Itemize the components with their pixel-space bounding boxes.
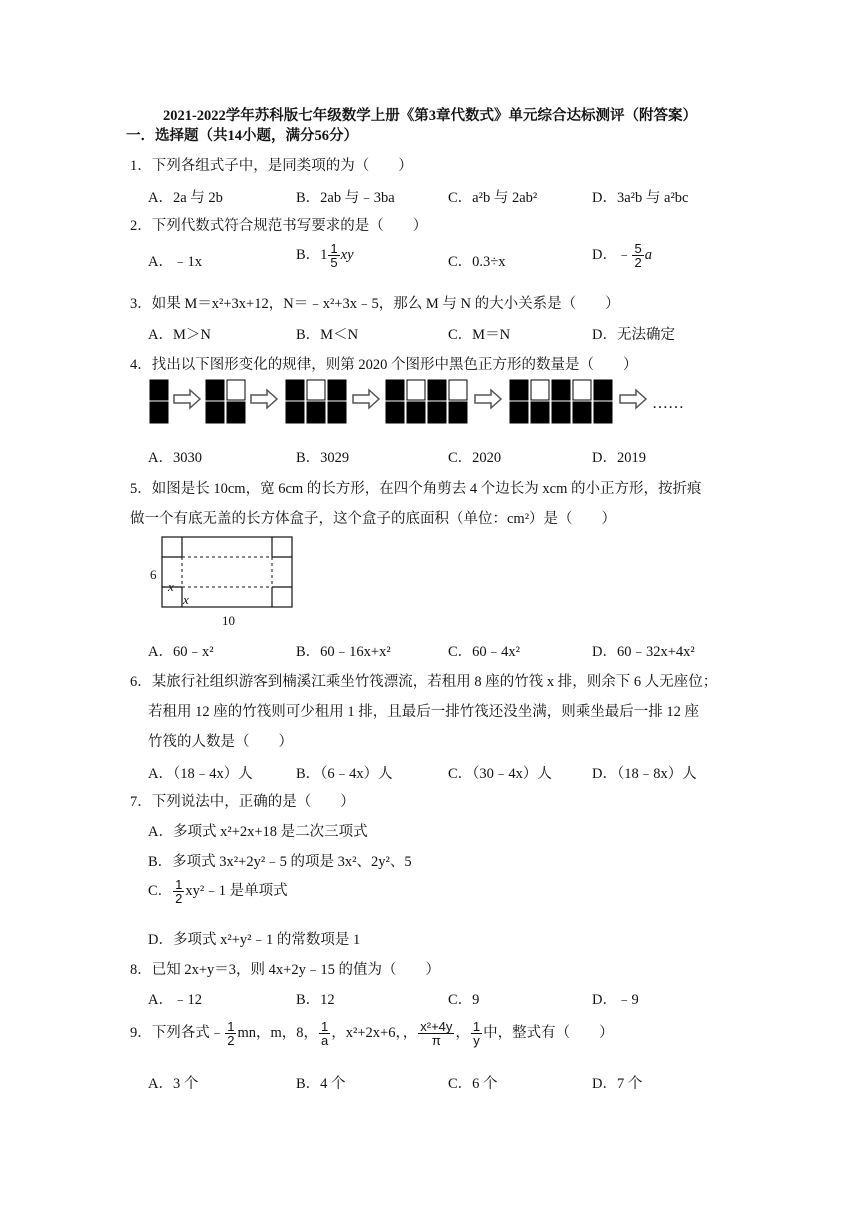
- option-d: D．3a²b 与 a²bc: [592, 190, 689, 206]
- question-4-stem: 4．找出以下图形变化的规律，则第 2020 个图形中黑色正方形的数量是（ ）: [130, 357, 638, 373]
- option-b: B．多项式 3x²+2y²﹣5 的项是 3x²、2y²、5: [148, 854, 412, 870]
- option-d: D．（18﹣8x）人: [592, 766, 697, 782]
- option-a: A．（18﹣4x）人: [148, 766, 253, 782]
- fraction: $\frac{1}{a}$: [321, 1019, 329, 1048]
- option-d: D．2019: [592, 450, 646, 466]
- x-label-horizontal: x: [183, 592, 189, 607]
- question-1-options: [148, 186, 748, 206]
- option-d: D．﹣ $\frac{5}{2}$ a: [592, 241, 652, 270]
- question-9-options: [148, 1072, 748, 1092]
- option-d: D．﹣9: [592, 992, 639, 1008]
- option-d: D．7 个: [592, 1076, 643, 1092]
- option-c: C．6 个: [448, 1076, 498, 1092]
- question-2-options: [148, 241, 748, 270]
- question-6-stem-line1: 6．某旅行社组织游客到楠溪江乘坐竹筏漂流，若租用 8 座的竹筏 x 排，则余下 6 人无座位；: [130, 674, 718, 690]
- fraction: $\frac{1}{5}$: [330, 241, 338, 270]
- question-8-stem: 8．已知 2x+y＝3，则 4x+2y﹣15 的值为（ ）: [130, 962, 440, 978]
- option-a: A．多项式 x²+2x+18 是二次三项式: [148, 824, 368, 840]
- question-6-options: [148, 762, 748, 782]
- option-c: C．60﹣4x²: [448, 644, 521, 660]
- option-b: B．60﹣16x+x²: [296, 644, 391, 660]
- option-b: B．2ab 与﹣3ba: [296, 190, 395, 206]
- option-c: C． $\frac{1}{2}$ xy²﹣1 是单项式: [148, 877, 288, 906]
- question-8-options: [148, 988, 748, 1008]
- option-b: B．1 $\frac{1}{5}$ xy: [296, 241, 354, 270]
- rectangle-cut-corners-figure: [148, 533, 308, 631]
- option-c: C．2020: [448, 450, 502, 466]
- option-b: B．4 个: [296, 1076, 346, 1092]
- option-b: B．M＜N: [296, 327, 359, 343]
- ellipsis: ……: [652, 395, 684, 412]
- option-c: C．M＝N: [448, 327, 511, 343]
- fraction: $\frac{\text{x²+4y}}{\pi}$: [420, 1019, 453, 1048]
- section-heading: 一．选择题（共14小题，满分56分）: [126, 128, 358, 144]
- option-c: C．9: [448, 992, 480, 1008]
- question-6-stem-line3: 竹筏的人数是（ ）: [148, 734, 293, 750]
- question-5-options: [148, 640, 748, 660]
- option-d: D．60﹣32x+4x²: [592, 644, 695, 660]
- pattern-sequence-figure: [148, 378, 708, 426]
- fraction: $\frac{1}{y}$: [472, 1019, 481, 1048]
- x-label-vertical: x: [168, 579, 174, 594]
- question-9-stem: 9．下列各式﹣ $\frac{1}{2}$ mn，m，8， $\frac{1}{a}$ ，x²+2x+6，， $\frac{\text{x²+4y}}{\pi}$ ， $\frac{1}{y}$ 中，整式有（ ）: [130, 1019, 614, 1048]
- option-c: C．a²b 与 2ab²: [448, 190, 538, 206]
- option-a: A．﹣1x: [148, 254, 202, 270]
- fraction: $\frac{5}{2}$: [634, 241, 642, 270]
- option-a: A．3 个: [148, 1076, 199, 1092]
- question-1-stem: 1．下列各组式子中，是同类项的为（ ）: [130, 158, 413, 174]
- option-b: B．12: [296, 992, 335, 1008]
- question-6-stem-line2: 若租用 12 座的竹筏则可少租用 1 排，且最后一排竹筏还没坐满，则乘坐最后一排 12 座: [148, 704, 699, 720]
- question-5-stem-line2: 做一个有底无盖的长方体盒子，这个盒子的底面积（单位：cm²）是（ ）: [130, 511, 617, 527]
- option-a: A．M＞N: [148, 327, 211, 343]
- option-c: C．0.3÷x: [448, 254, 506, 270]
- option-a: A．2a 与 2b: [148, 190, 223, 206]
- option-a: A．3030: [148, 450, 202, 466]
- option-d: D．无法确定: [592, 327, 675, 343]
- width-label: 6: [150, 567, 157, 582]
- question-5-stem-line1: 5．如图是长 10cm，宽 6cm 的长方形，在四个角剪去 4 个边长为 xcm 的小正方形，按折痕: [130, 481, 702, 497]
- option-a: A．60﹣x²: [148, 644, 214, 660]
- option-a: A．﹣12: [148, 992, 202, 1008]
- option-b: B．3029: [296, 450, 350, 466]
- question-3-options: [148, 323, 748, 343]
- question-4-options: [148, 446, 748, 466]
- question-3-stem: 3．如果 M＝x²+3x+12，N＝﹣x²+3x﹣5，那么 M 与 N 的大小关系是（ ）: [130, 296, 620, 312]
- question-7-stem: 7．下列说法中，正确的是（ ）: [130, 794, 355, 810]
- fraction: $\frac{1}{2}$: [175, 877, 183, 906]
- length-label: 10: [222, 613, 235, 628]
- option-b: B．（6﹣4x）人: [296, 766, 393, 782]
- option-d: D．多项式 x²+y²﹣1 的常数项是 1: [148, 932, 361, 948]
- fraction: $\frac{1}{2}$: [227, 1019, 235, 1048]
- option-c: C．（30﹣4x）人: [448, 766, 552, 782]
- question-2-stem: 2．下列代数式符合规范书写要求的是（ ）: [130, 218, 428, 234]
- document-title: 2021-2022学年苏科版七年级数学上册《第3章代数式》单元综合达标测评（附答案）: [162, 108, 698, 124]
